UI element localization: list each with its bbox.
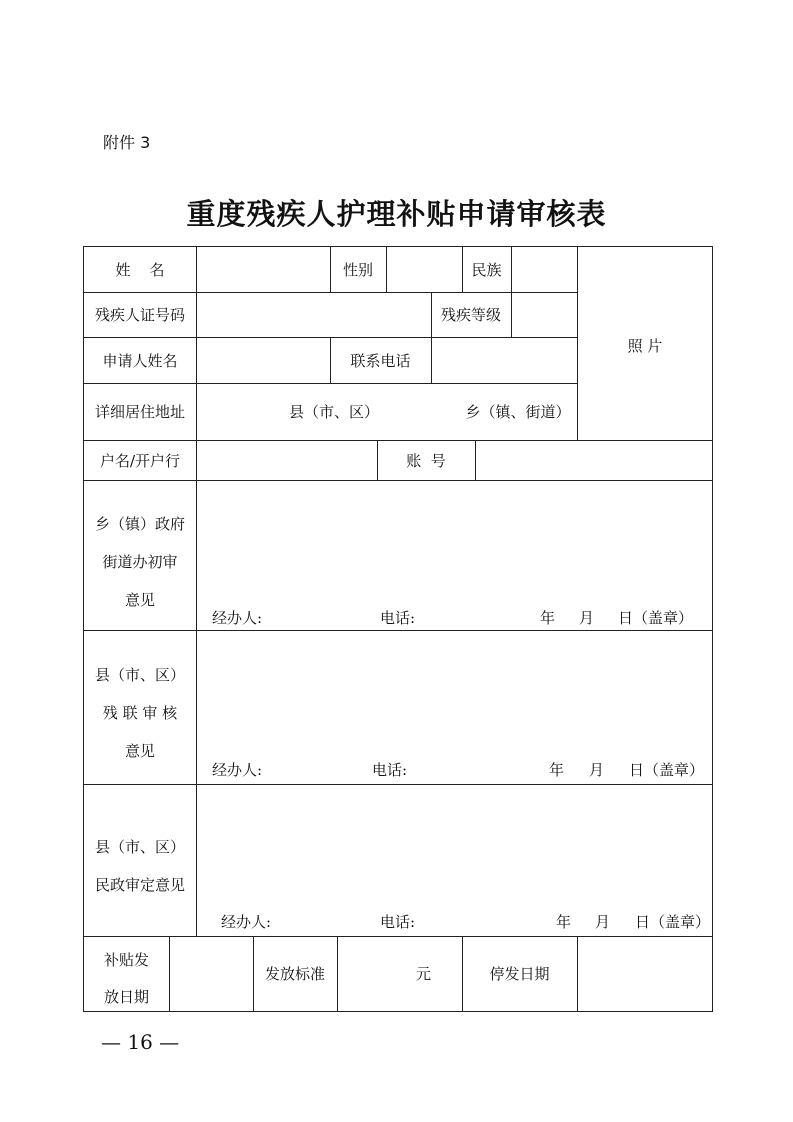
photo-placeholder[interactable]: 照 片 — [627, 337, 663, 355]
federation-phone-label: 电话: — [372, 761, 408, 779]
federation-review-opinion-area[interactable] — [197, 631, 712, 746]
payment-standard-label: 发放标准 — [264, 965, 325, 983]
federation-handler-label: 经办人: — [212, 761, 263, 779]
subsidy-date-field[interactable] — [170, 936, 253, 1011]
stop-date-label: 停发日期 — [489, 965, 550, 983]
federation-day-seal-label: 日（盖章） — [629, 761, 705, 779]
township-review-label-line: 乡（镇）政府 — [94, 515, 185, 533]
name-label: 姓 名 — [115, 261, 165, 279]
gender-label: 性别 — [342, 261, 373, 279]
disability-level-label: 残疾等级 — [440, 306, 501, 324]
federation-month-label: 月 — [589, 761, 605, 779]
name-field[interactable] — [197, 247, 330, 292]
stop-date-field[interactable] — [578, 936, 712, 1011]
township-year-label: 年 — [540, 609, 556, 627]
contact-phone-label: 联系电话 — [350, 351, 411, 370]
account-name-label: 户名/开户行 — [99, 451, 181, 470]
payment-amount-unit[interactable]: 元 — [415, 965, 431, 983]
page-title: 重度残疾人护理补贴申请审核表 — [186, 197, 607, 231]
attachment-label: 附件 3 — [103, 133, 151, 152]
civil-affairs-label-line: 县（市、区） — [94, 838, 185, 856]
page-number: — 16 — — [101, 1030, 180, 1054]
subsidy-date-label-line: 放日期 — [103, 988, 149, 1006]
federation-review-label-line: 残 联 审 核 — [102, 704, 178, 722]
account-number-label: 账 号 — [406, 451, 446, 470]
civil-affairs-year-label: 年 — [556, 913, 572, 931]
township-phone-label: 电话: — [380, 609, 416, 627]
applicant-name-label: 申请人姓名 — [102, 351, 178, 370]
account-name-field[interactable] — [197, 440, 377, 480]
applicant-name-field[interactable] — [197, 337, 330, 383]
disability-level-field[interactable] — [512, 292, 577, 337]
township-review-label-line: 街道办初审 — [102, 553, 178, 571]
ethnicity-label: 民族 — [471, 261, 502, 279]
township-label: 乡（镇、街道） — [465, 403, 571, 421]
township-review-opinion-area[interactable] — [197, 481, 712, 591]
federation-review-label-line: 意见 — [124, 742, 155, 760]
civil-affairs-phone-label: 电话: — [380, 913, 416, 931]
federation-year-label: 年 — [549, 761, 565, 779]
township-handler-label: 经办人: — [212, 609, 263, 627]
account-number-field[interactable] — [476, 440, 712, 480]
civil-affairs-opinion-area[interactable] — [197, 785, 712, 900]
county-label: 县（市、区） — [288, 403, 379, 421]
federation-review-label-line: 县（市、区） — [94, 666, 185, 684]
disability-id-label: 残疾人证号码 — [94, 306, 185, 324]
civil-affairs-handler-label: 经办人: — [221, 913, 272, 931]
subsidy-date-label-line: 补贴发 — [103, 951, 149, 969]
application-form-table — [83, 246, 713, 1012]
ethnicity-field[interactable] — [512, 247, 577, 292]
disability-id-field[interactable] — [197, 292, 431, 337]
civil-affairs-label-line: 民政审定意见 — [94, 876, 185, 894]
civil-affairs-month-label: 月 — [595, 913, 611, 931]
township-month-label: 月 — [579, 609, 595, 627]
township-review-label-line: 意见 — [124, 591, 155, 609]
township-day-seal-label: 日（盖章） — [618, 609, 694, 627]
gender-field[interactable] — [387, 247, 462, 292]
address-label: 详细居住地址 — [94, 403, 185, 421]
civil-affairs-day-seal-label: 日（盖章） — [635, 913, 711, 931]
contact-phone-field[interactable] — [432, 337, 577, 383]
